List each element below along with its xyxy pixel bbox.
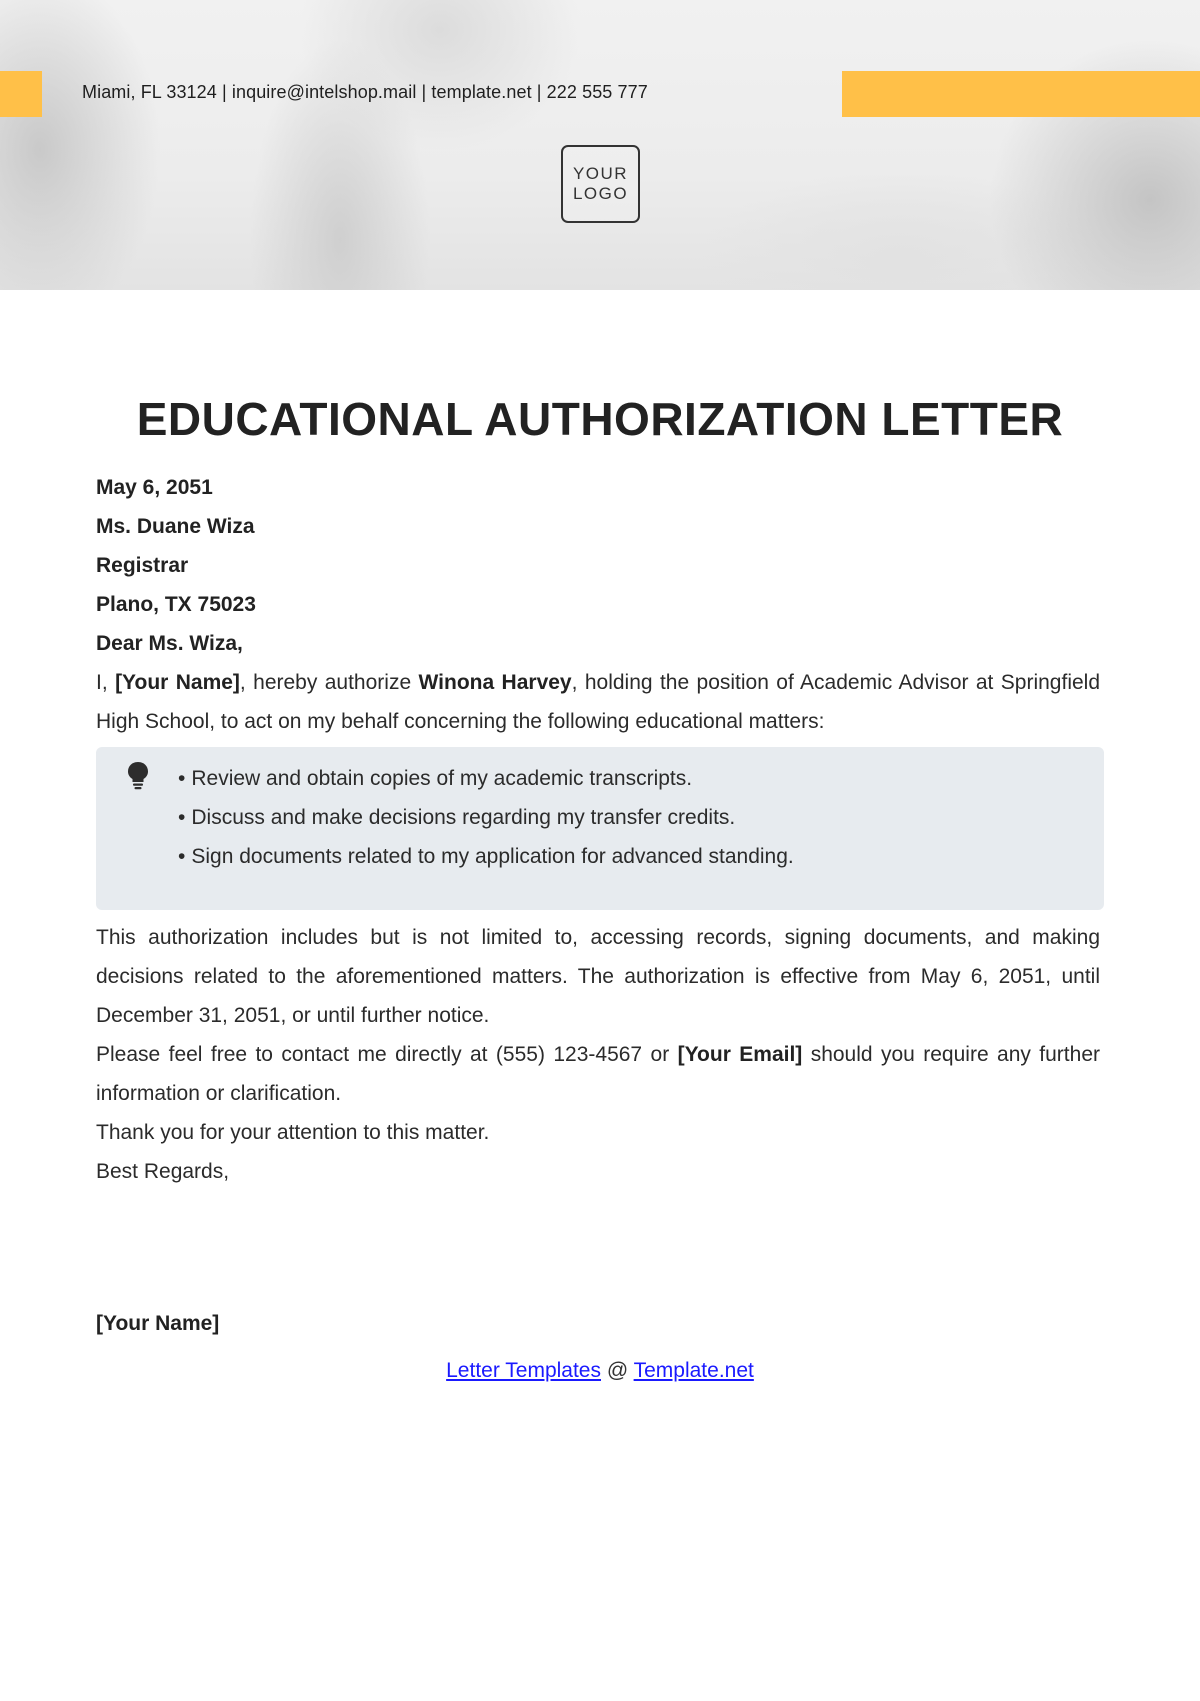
letter-templates-link[interactable]: Letter Templates <box>446 1359 601 1382</box>
header-banner <box>0 0 1200 290</box>
contact-line: Miami, FL 33124 | inquire@intelshop.mail | template.net | 222 555 777 <box>82 82 648 102</box>
signature-name: [Your Name] <box>96 1312 220 1335</box>
letter-body <box>96 468 1100 1191</box>
footer-attribution <box>0 1359 1200 1383</box>
letter-title: EDUCATIONAL AUTHORIZATION LETTER <box>136 393 1064 445</box>
letter-date: May 6, 2051 <box>96 476 213 499</box>
intro-text-1: I, <box>96 671 116 694</box>
contact-text-2: should you require any further information or clarification. <box>96 1043 1100 1105</box>
logo-text-line2: LOGO <box>572 184 629 203</box>
template-net-link[interactable]: Template.net <box>633 1359 754 1382</box>
footer-separator: @ <box>601 1359 634 1382</box>
recipient-address: Plano, TX 75023 <box>96 593 256 616</box>
closing-line: Best Regards, <box>96 1160 230 1183</box>
matters-callout <box>96 747 1104 910</box>
contact-paragraph <box>96 1035 1100 1113</box>
recipient-name: Ms. Duane Wiza <box>96 515 255 538</box>
salutation: Dear Ms. Wiza, <box>96 632 243 655</box>
contact-text-1: Please feel free to contact me directly at (555) 123-4567 or <box>96 1043 678 1066</box>
intro-paragraph <box>96 663 1100 741</box>
list-item: • Sign documents related to my application for advanced standing. <box>178 837 1104 876</box>
accent-bar-left <box>0 71 42 117</box>
lightbulb-icon <box>126 761 150 791</box>
intro-text-2: , hereby authorize <box>239 671 419 694</box>
logo-placeholder <box>561 145 640 223</box>
agent-name: Winona Harvey <box>418 671 572 694</box>
your-name-placeholder: [Your Name] <box>115 671 240 694</box>
intro-text-3: , holding the position of Academic Advisor at Springfield High School, to act on my behalf concerning the following educational matters: <box>96 671 1101 733</box>
scope-paragraph: This authorization includes but is not limited to, accessing records, signing documents, and making decisions related to the aforementioned matters. The authorization is effective from May 6, 2051, until December 31, 2051, or until further notice. <box>96 926 1100 1027</box>
accent-bar-right <box>842 71 1200 117</box>
recipient-title: Registrar <box>96 554 189 577</box>
your-email-placeholder: [Your Email] <box>677 1043 803 1066</box>
matters-list <box>178 759 1104 876</box>
list-item: • Discuss and make decisions regarding my transfer credits. <box>178 798 1104 837</box>
thanks-line: Thank you for your attention to this matter. <box>96 1121 490 1144</box>
list-item: • Review and obtain copies of my academic transcripts. <box>178 759 1104 798</box>
logo-text-line1: YOUR <box>572 164 629 183</box>
